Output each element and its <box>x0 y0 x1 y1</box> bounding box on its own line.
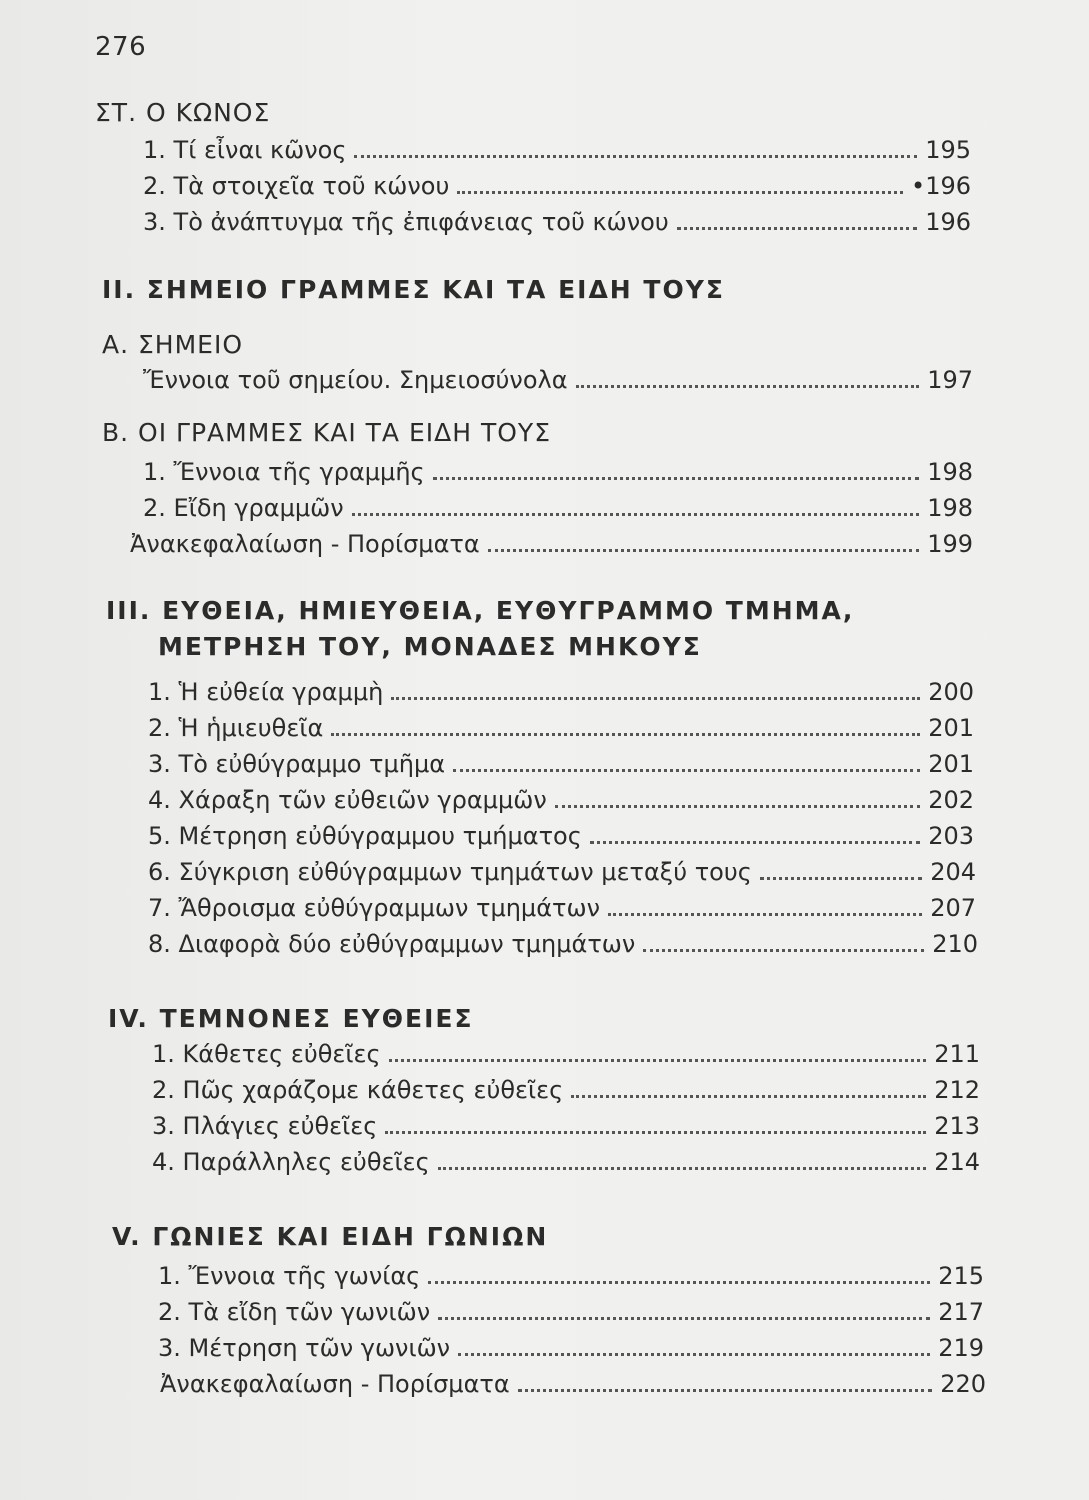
page-number: 276 <box>95 32 147 62</box>
toc-entry-page: 203 <box>928 822 974 850</box>
toc-entry[interactable] <box>143 130 971 164</box>
toc-entry-label: 5. Μέτρηση εὐθύγραμμου τμήματος <box>148 822 582 850</box>
leader-dots <box>385 1130 926 1134</box>
toc-entry-page: 207 <box>930 894 976 922</box>
toc-entry[interactable] <box>148 744 974 778</box>
toc-entry[interactable] <box>143 166 971 200</box>
toc-entry[interactable] <box>148 816 974 850</box>
section-heading-v: V. ΓΩΝΙΕΣ ΚΑΙ ΕΙΔΗ ΓΩΝΙΩΝ <box>112 1222 549 1251</box>
leader-dots <box>555 804 920 808</box>
toc-entry[interactable] <box>152 1142 980 1176</box>
leader-dots <box>457 190 903 194</box>
toc-entry[interactable] <box>148 888 976 922</box>
toc-entry-label: 2. Εἴδη γραμμῶν <box>143 494 344 522</box>
leader-dots <box>391 696 920 700</box>
toc-entry-label: 8. Διαφορὰ δύο εὐθύγραμμων τμημάτων <box>148 930 636 958</box>
leader-dots <box>453 768 920 772</box>
leader-dots <box>590 840 920 844</box>
toc-entry[interactable] <box>130 524 973 558</box>
toc-entry-label: 3. Μέτρηση τῶν γωνιῶν <box>158 1334 451 1362</box>
leader-dots <box>458 1352 930 1356</box>
toc-entry-label: 3. Τὸ ἀνάπτυγμα τῆς ἐπιφάνειας τοῦ κώνου <box>143 208 669 236</box>
toc-entry-label: 2. Τὰ στοιχεῖα τοῦ κώνου <box>143 172 450 200</box>
subsection-heading-a: Α. ΣΗΜΕΙΟ <box>102 330 244 359</box>
toc-entry[interactable] <box>152 1034 980 1068</box>
toc-entry-page: 212 <box>934 1076 980 1104</box>
toc-entry-page: 202 <box>928 786 974 814</box>
toc-entry-label: 2. Ἡ ἡμιευθεῖα <box>148 714 324 742</box>
toc-entry-label: 4. Παράλληλες εὐθεῖες <box>152 1148 430 1176</box>
leader-dots <box>428 1280 930 1284</box>
toc-entry-page: 195 <box>925 136 971 164</box>
toc-entry[interactable] <box>152 1106 980 1140</box>
toc-entry[interactable] <box>148 924 978 958</box>
toc-entry[interactable] <box>148 672 974 706</box>
toc-entry-label: 1. Κάθετες εὐθεῖες <box>152 1040 381 1068</box>
toc-entry-page: 199 <box>927 530 973 558</box>
toc-entry-page: 197 <box>927 366 973 394</box>
toc-entry-page: 219 <box>938 1334 984 1362</box>
leader-dots <box>760 876 922 880</box>
toc-entry-page: 200 <box>928 678 974 706</box>
toc-entry-label: 3. Πλάγιες εὐθεῖες <box>152 1112 378 1140</box>
toc-entry[interactable] <box>143 360 973 394</box>
toc-entry[interactable] <box>158 1256 984 1290</box>
leader-dots <box>389 1058 927 1062</box>
toc-entry-page: 217 <box>938 1298 984 1326</box>
toc-entry-label: 4. Χάραξη τῶν εὐθειῶν γραμμῶν <box>148 786 547 814</box>
leader-dots <box>433 476 920 480</box>
toc-entry[interactable] <box>148 708 974 742</box>
toc-entry-page: 211 <box>934 1040 980 1068</box>
toc-entry-label: 3. Τὸ εὐθύγραμμο τμῆμα <box>148 750 446 778</box>
toc-entry-label: 2. Τὰ εἴδη τῶν γωνιῶν <box>158 1298 431 1326</box>
leader-dots <box>518 1388 933 1392</box>
toc-entry[interactable] <box>158 1328 984 1362</box>
leader-dots <box>677 226 917 230</box>
leader-dots <box>438 1166 927 1170</box>
toc-entry-page: 201 <box>928 750 974 778</box>
toc-entry-page: 198 <box>927 494 973 522</box>
toc-entry[interactable] <box>143 202 971 236</box>
leader-dots <box>354 154 917 158</box>
toc-entry-label: 6. Σύγκριση εὐθύγραμμων τμημάτων μεταξύ τους <box>148 858 752 886</box>
toc-entry-page: 204 <box>930 858 976 886</box>
toc-entry-label: 7. Ἄθροισμα εὐθύγραμμων τμημάτων <box>148 894 600 922</box>
toc-entry-page: 213 <box>934 1112 980 1140</box>
toc-entry-page: 220 <box>940 1370 986 1398</box>
toc-entry-page: 198 <box>927 458 973 486</box>
toc-entry[interactable] <box>158 1292 984 1326</box>
leader-dots <box>488 548 920 552</box>
section-heading-ii: II. ΣΗΜΕΙΟ ΓΡΑΜΜΕΣ ΚΑΙ ΤΑ ΕΙΔΗ ΤΟΥΣ <box>102 275 725 304</box>
leader-dots <box>576 384 920 388</box>
toc-entry-label: 2. Πῶς χαράζομε κάθετες εὐθεῖες <box>152 1076 564 1104</box>
toc-entry-page: 214 <box>934 1148 980 1176</box>
section-heading-iii: III. ΕΥΘΕΙΑ, ΗΜΙΕΥΘΕΙΑ, ΕΥΘΥΓΡΑΜΜΟ ΤΜΗΜΑ, <box>106 596 855 625</box>
toc-entry[interactable] <box>160 1364 986 1398</box>
leader-dots <box>608 912 922 916</box>
toc-entry[interactable] <box>152 1070 980 1104</box>
toc-entry-page: 196 <box>925 208 971 236</box>
section-heading-iii-line2: ΜΕΤΡΗΣΗ ΤΟΥ, ΜΟΝΑΔΕΣ ΜΗΚΟΥΣ <box>158 632 702 661</box>
toc-entry-label: 1. Τί εἶναι κῶνος <box>143 136 347 164</box>
toc-entry[interactable] <box>148 852 976 886</box>
leader-dots <box>331 732 920 736</box>
toc-entry[interactable] <box>143 452 973 486</box>
toc-entry-label: Ἀνακεφαλαίωση - Πορίσματα <box>160 1370 510 1398</box>
section-heading-iv: IV. ΤΕΜΝΟΝΕΣ ΕΥΘΕΙΕΣ <box>108 1004 474 1033</box>
toc-entry-label: 1. Ἡ εὐθεία γραμμὴ <box>148 678 384 706</box>
subsection-heading-b: Β. ΟΙ ΓΡΑΜΜΕΣ ΚΑΙ ΤΑ ΕΙΔΗ ΤΟΥΣ <box>102 418 551 447</box>
leader-dots <box>438 1316 930 1320</box>
leader-dots <box>571 1094 926 1098</box>
toc-entry-page: 201 <box>928 714 974 742</box>
leader-dots <box>643 948 924 952</box>
leader-dots <box>352 512 920 516</box>
toc-entry[interactable] <box>143 488 973 522</box>
toc-entry-page: •196 <box>911 172 971 200</box>
toc-entry-label: 1. Ἔννοια τῆς γωνίας <box>158 1262 421 1290</box>
toc-entry-page: 210 <box>932 930 978 958</box>
section-heading-st: ΣΤ. Ο ΚΩΝΟΣ <box>95 98 271 127</box>
toc-entry-page: 215 <box>938 1262 984 1290</box>
toc-entry-label: 1. Ἔννοια τῆς γραμμῆς <box>143 458 425 486</box>
toc-entry-label: Ἀνακεφαλαίωση - Πορίσματα <box>130 530 480 558</box>
toc-entry[interactable] <box>148 780 974 814</box>
toc-entry-label: Ἔννοια τοῦ σημείου. Σημειοσύνολα <box>143 366 568 394</box>
